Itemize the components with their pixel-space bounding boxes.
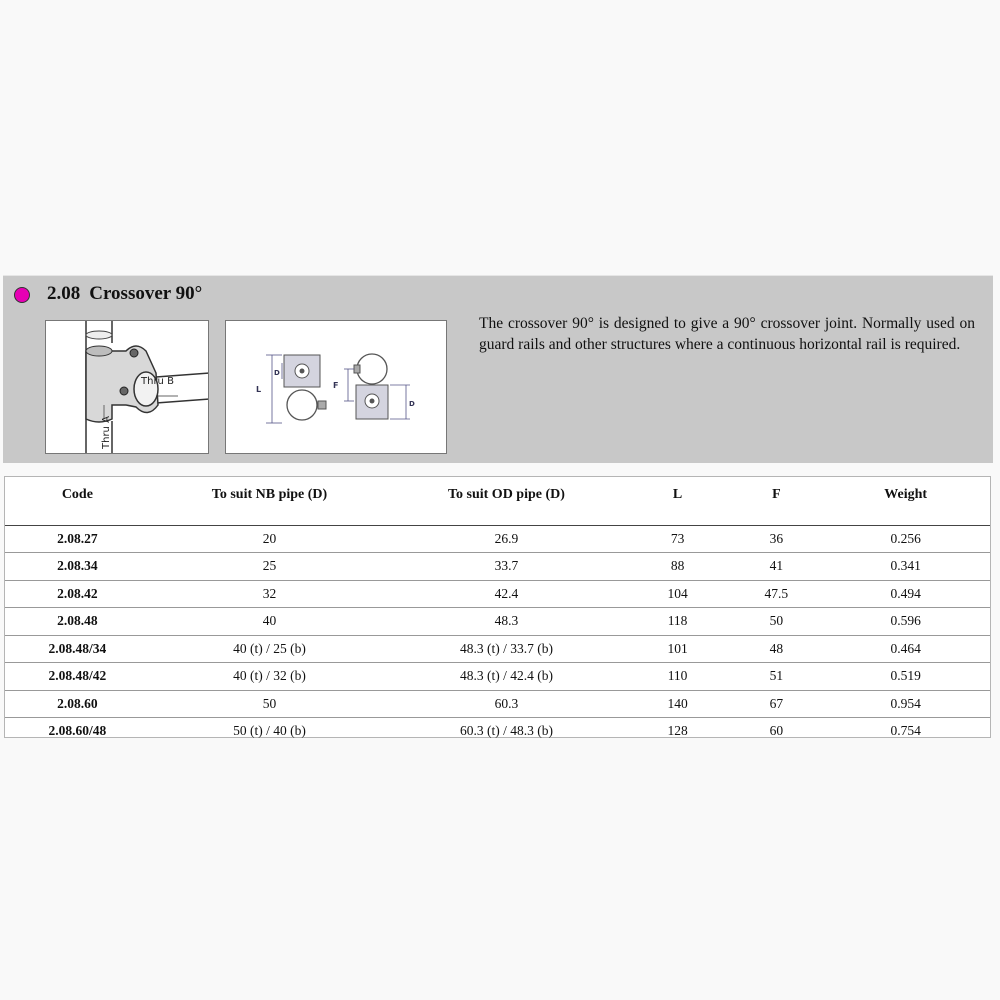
product-title <box>47 283 202 305</box>
table-row <box>5 718 990 745</box>
cell-l: 140 <box>624 690 732 718</box>
dimension-drawing <box>225 320 447 454</box>
dim-d-bottom-label: D <box>409 400 415 408</box>
magenta-bullet-icon <box>14 287 30 303</box>
cell-od: 48.3 <box>389 608 623 636</box>
cell-weight: 0.494 <box>821 580 990 608</box>
cell-nb: 32 <box>150 580 389 608</box>
specification-table-panel <box>4 476 991 738</box>
table-row <box>5 608 990 636</box>
product-photo <box>45 320 209 454</box>
cell-code: 2.08.48 <box>5 608 150 636</box>
table-row <box>5 553 990 581</box>
cell-nb: 50 (t) / 40 (b) <box>233 723 306 739</box>
cell-l: 101 <box>624 635 732 663</box>
cell-f: 67 <box>731 690 821 718</box>
table-row <box>5 663 990 691</box>
product-header-panel <box>3 275 993 463</box>
cell-f: 50 <box>731 608 821 636</box>
header-f: F <box>731 477 821 525</box>
cell-od: 42.4 <box>389 580 623 608</box>
cell-f: 47.5 <box>731 580 821 608</box>
dim-f-label: F <box>333 381 339 390</box>
header-l: L <box>624 477 732 525</box>
cell-nb: 50 <box>150 690 389 718</box>
product-description: The crossover 90° is designed to give a 90° crossover joint. Normally used on guard rails and other structures where a continuous horizontal rail is required. <box>479 315 975 353</box>
specification-table <box>5 477 990 745</box>
cell-f: 36 <box>731 525 821 553</box>
cell-weight: 0.754 <box>890 723 921 739</box>
header-od-pipe: To suit OD pipe (D) <box>389 477 623 525</box>
cell-l: 118 <box>624 608 732 636</box>
thru-b-label: Thru B <box>141 376 174 387</box>
cell-weight: 0.341 <box>821 553 990 581</box>
cell-od: 60.3 (t) / 48.3 (b) <box>459 723 553 739</box>
cell-nb: 25 <box>150 553 389 581</box>
cell-code: 2.08.42 <box>5 580 150 608</box>
cell-code: 2.08.34 <box>5 553 150 581</box>
crossover-fitting-illustration <box>46 321 209 454</box>
thru-a-label: Thru A <box>101 416 112 449</box>
cell-f: 48 <box>731 635 821 663</box>
cell-code: 2.08.27 <box>5 525 150 553</box>
cell-weight: 0.954 <box>821 690 990 718</box>
cell-nb: 40 <box>150 608 389 636</box>
product-name: Crossover 90° <box>89 283 203 304</box>
dim-d-top-label: D <box>274 369 280 377</box>
dimension-diagram <box>226 321 447 454</box>
cell-od: 33.7 <box>389 553 623 581</box>
cell-nb: 20 <box>150 525 389 553</box>
cell-od: 26.9 <box>389 525 623 553</box>
cell-weight: 0.596 <box>821 608 990 636</box>
table-row <box>5 635 990 663</box>
cell-code: 2.08.48/34 <box>5 635 150 663</box>
cell-f: 41 <box>731 553 821 581</box>
cell-code: 2.08.48/42 <box>5 663 150 691</box>
table-row <box>5 690 990 718</box>
cell-l: 110 <box>624 663 732 691</box>
cell-od: 48.3 (t) / 42.4 (b) <box>389 663 623 691</box>
cell-code: 2.08.60 <box>5 690 150 718</box>
cell-weight: 0.256 <box>821 525 990 553</box>
header-code: Code <box>5 477 150 525</box>
cell-l: 128 <box>667 723 688 739</box>
cell-weight: 0.519 <box>821 663 990 691</box>
cell-weight: 0.464 <box>821 635 990 663</box>
header-nb-pipe: To suit NB pipe (D) <box>150 477 389 525</box>
cell-f: 60 <box>769 723 784 739</box>
table-header-row <box>5 477 990 525</box>
cell-od: 60.3 <box>389 690 623 718</box>
cell-code: 2.08.60/48 <box>48 723 107 739</box>
dim-l-label: L <box>256 385 262 394</box>
cell-l: 104 <box>624 580 732 608</box>
table-row <box>5 525 990 553</box>
cell-od: 48.3 (t) / 33.7 (b) <box>389 635 623 663</box>
cell-nb: 40 (t) / 25 (b) <box>150 635 389 663</box>
cell-nb: 40 (t) / 32 (b) <box>150 663 389 691</box>
table-row <box>5 580 990 608</box>
cell-l: 88 <box>624 553 732 581</box>
cell-l: 73 <box>624 525 732 553</box>
product-code: 2.08 <box>47 283 81 304</box>
header-weight: Weight <box>821 477 990 525</box>
cell-f: 51 <box>731 663 821 691</box>
